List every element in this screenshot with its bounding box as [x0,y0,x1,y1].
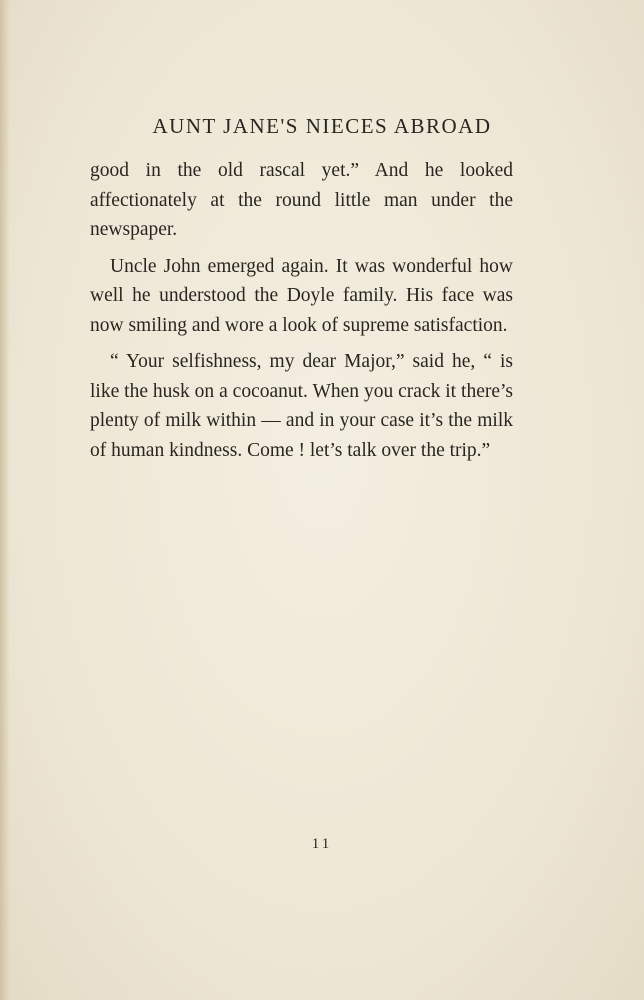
paragraph: “ Your selfishness, my dear Major,” said he, “ is like the husk on a cocoanut. When you crack it there’s plenty of milk within — and in your case it’s the milk of human kindness. Come ! let’s talk over the trip.” [90,351,513,461]
paragraph: Uncle John emerged again. It was wonderful how well he understood the Doyle family. His face was now smiling and wore a look of supreme satisfaction. [90,255,513,336]
running-head: AUNT JANE'S NIECES ABROAD [152,114,492,138]
body-text [90,156,513,465]
paragraph-continued: good in the old rascal yet.” And he looked affectionately at the round little man under the newspaper. [90,160,513,240]
page-number: 11 [311,836,333,852]
